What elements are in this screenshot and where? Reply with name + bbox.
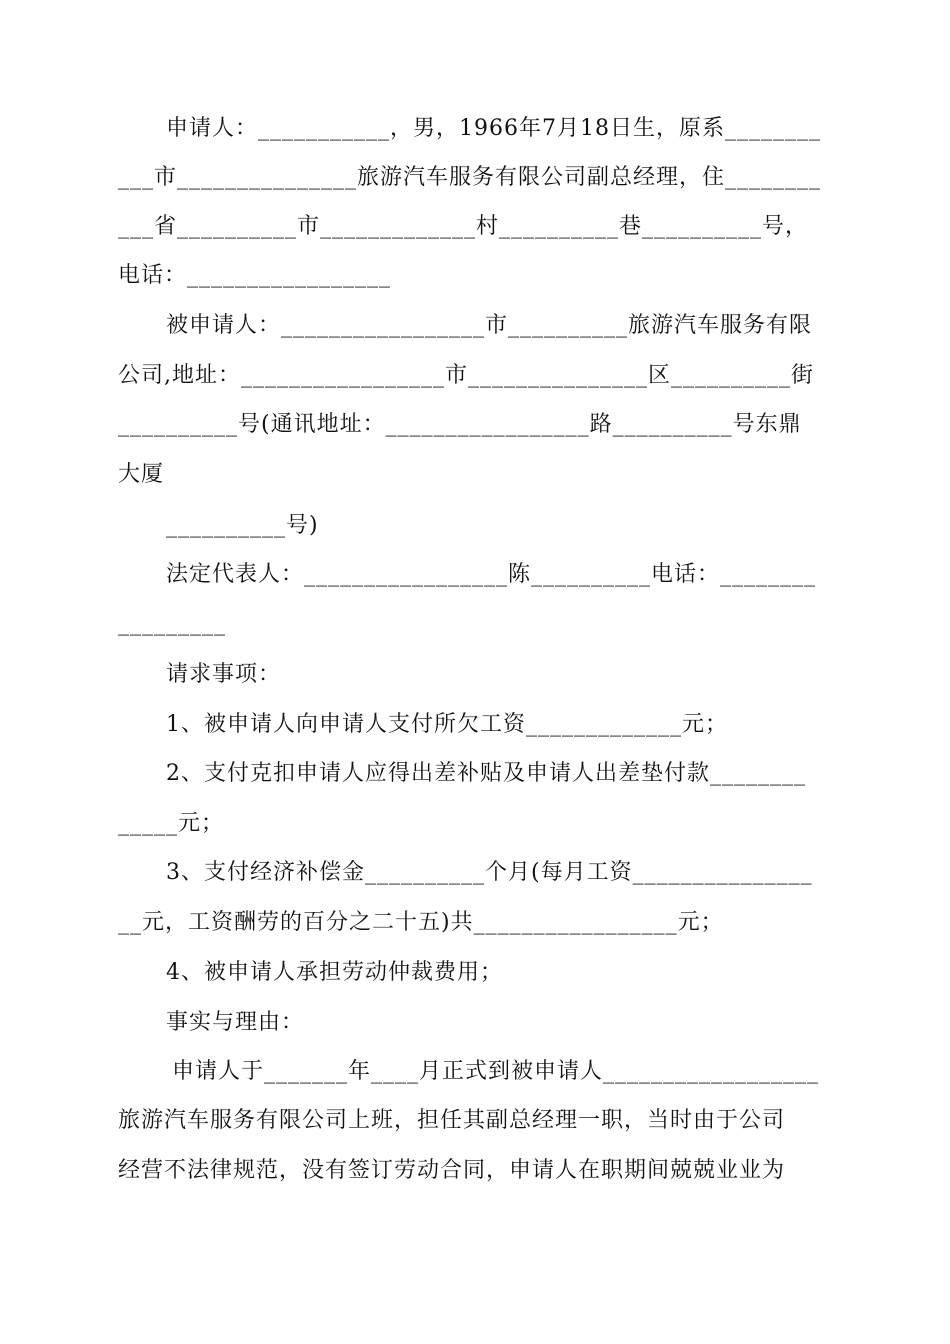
facts-paragraph-line-1: 申请人于_______年____月正式到被申请人__________________	[172, 1059, 820, 1084]
respondent-building-line: 大厦	[118, 462, 165, 487]
applicant-line: 申请人：___________，男，1966年7月18日生，原系________	[166, 116, 821, 141]
claim-3-continued: __元，工资酬劳的百分之二十五)共_________________元；	[118, 910, 724, 935]
applicant-employer-line: ___市_______________旅游汽车服务有限公司副总经理，住________	[118, 165, 822, 190]
facts-paragraph-line-2: 旅游汽车服务有限公司上班，担任其副总经理一职，当时由于公司	[118, 1108, 786, 1133]
legal-representative-phone-line: _________	[118, 611, 226, 636]
claim-4: 4、被申请人承担劳动仲裁费用；	[166, 960, 503, 985]
respondent-address-line: 公司,地址：_________________市_______________区__________街	[118, 363, 814, 388]
claim-1: 1、被申请人向申请人支付所欠工资_____________元；	[166, 712, 728, 737]
claim-2-continued: _____元；	[118, 811, 225, 836]
respondent-mailing-address-line: __________号(通讯地址：_________________路__________号东鼎	[118, 412, 802, 437]
respondent-line: 被申请人：_________________市__________旅游汽车服务有限	[166, 313, 813, 338]
claim-3: 3、支付经济补偿金__________个月(每月工资_______________	[166, 860, 813, 885]
applicant-phone-line: 电话：_________________	[118, 263, 392, 288]
facts-heading: 事实与理由：	[166, 1010, 305, 1035]
applicant-address-line: ___省__________市_____________村__________巷__________号，	[118, 214, 809, 239]
legal-representative-line: 法定代表人：_________________陈__________电话：________	[166, 562, 817, 587]
claim-2: 2、支付克扣申请人应得出差补贴及申请人出差垫付款________	[166, 761, 806, 786]
claims-heading: 请求事项：	[166, 662, 282, 687]
facts-paragraph-line-3: 经营不法律规范，没有签订劳动合同，申请人在职期间兢兢业业为	[118, 1158, 786, 1183]
respondent-building-number-line: __________号)	[166, 513, 319, 538]
